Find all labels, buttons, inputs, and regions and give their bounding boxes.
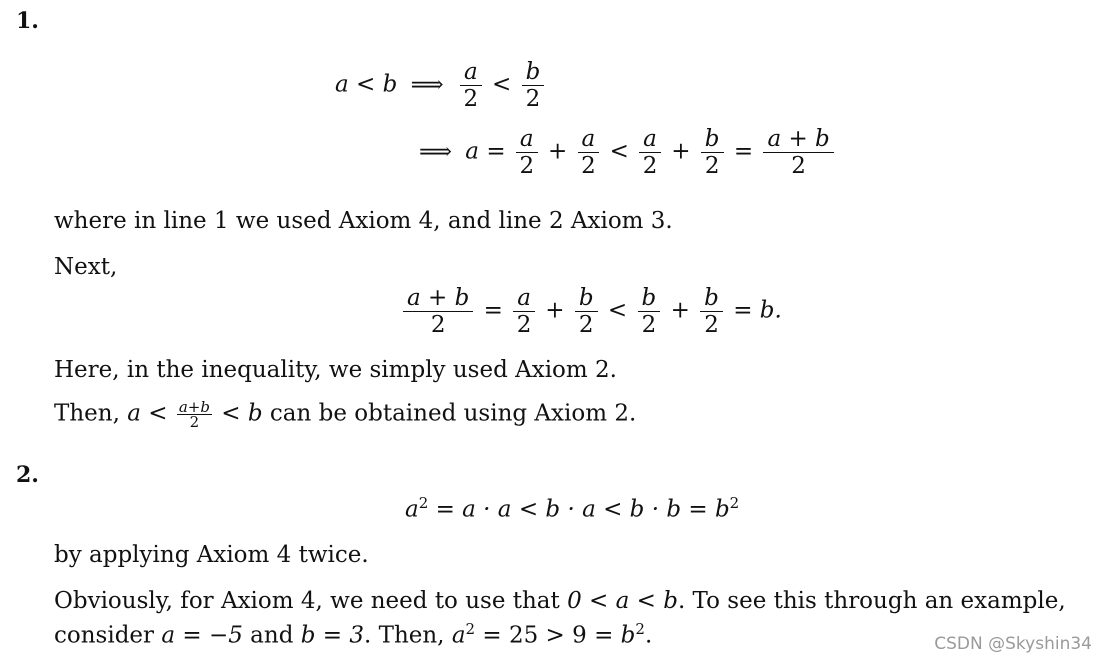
eq3-eq-2: =: [733, 297, 760, 324]
consider-and: and: [242, 622, 301, 649]
here-text: Here, in the inequality, we simply used Axiom 2.: [54, 357, 617, 383]
consider-end: .: [644, 622, 653, 649]
eq1-lt: <: [491, 71, 512, 98]
eq4-a: a: [405, 496, 419, 523]
section-2-number: 2.: [16, 462, 39, 488]
eq1-frac-a: $\frac{a}{2}$: [460, 60, 482, 111]
eq2-implies: ⟹: [419, 138, 452, 165]
consider-a: a: [451, 622, 466, 649]
eq3-end: b.: [759, 297, 782, 324]
obviously-line: [54, 588, 1066, 614]
eq2-term-2: $\frac{a}{2}$: [578, 127, 600, 178]
eq4-sq-2: 2: [729, 494, 740, 512]
consider-line: [54, 620, 652, 649]
eq2-lt: <: [609, 138, 629, 165]
consider-b: b: [620, 622, 636, 649]
eq3-term-1: $\frac{a + b}{2}$: [403, 286, 473, 337]
eq2-term-5: $\frac{a + b}{2}$: [763, 127, 833, 178]
next-text: Next,: [54, 254, 118, 280]
eq3-plus-1: +: [545, 297, 565, 324]
then-pre: Then,: [54, 400, 128, 427]
eq4-body: = a · a < b · a < b · b = b: [435, 496, 730, 523]
consider-b-value: b = 3: [300, 622, 364, 649]
then-b: b: [247, 400, 263, 427]
eq3-term-3: $\frac{b}{2}$: [575, 286, 598, 337]
eq2-term-4: $\frac{b}{2}$: [701, 127, 724, 178]
consider-sq-1: 2: [465, 620, 476, 638]
eq2-term-1: $\frac{a}{2}$: [516, 127, 538, 178]
eq3-eq: =: [483, 297, 503, 324]
eq1-lhs: a < b: [335, 71, 398, 98]
eq2-eq-2: =: [733, 138, 754, 165]
eq3-lt: <: [607, 297, 628, 324]
watermark: CSDN @Skyshin34: [934, 634, 1092, 654]
then-post: can be obtained using Axiom 2.: [262, 400, 637, 427]
then-lt-2: <: [221, 400, 241, 427]
consider-sq-2: 2: [635, 620, 645, 638]
eq4-sq-1: 2: [418, 494, 429, 512]
eq2-term-3: $\frac{a}{2}$: [639, 127, 661, 178]
consider-a-value: a = −5: [161, 622, 243, 649]
then-line: [54, 400, 636, 429]
eq1-implies: ⟹: [410, 71, 444, 98]
eq3-plus-2: +: [670, 297, 690, 324]
consider-pre: consider: [54, 622, 162, 649]
equation-line-2: [413, 127, 837, 178]
eq3-term-2: $\frac{a}{2}$: [513, 286, 535, 337]
consider-mid: = 25 > 9 =: [475, 622, 621, 649]
eq2-a: a: [465, 138, 480, 165]
then-lt-1: <: [148, 400, 168, 427]
then-a: a: [127, 400, 141, 427]
where-text: where in line 1 we used Axiom 4, and line 2 Axiom 3.: [54, 208, 673, 234]
eq2-plus-2: +: [671, 138, 691, 165]
section-1-number: 1.: [16, 8, 39, 34]
eq3-term-4: $\frac{b}{2}$: [638, 286, 661, 337]
obviously-pre: Obviously, for Axiom 4, we need to use that: [54, 588, 568, 614]
obviously-post: . To see this through an example,: [677, 588, 1066, 614]
consider-then: . Then,: [363, 622, 452, 649]
then-frac: $\frac{a+b}{2}$: [178, 398, 210, 431]
equation-line-1: [335, 60, 547, 111]
equation-line-3: [400, 286, 782, 337]
obviously-ineq: 0 < a < b: [567, 588, 678, 614]
applying-text: by applying Axiom 4 twice.: [54, 542, 369, 568]
eq1-frac-b: $\frac{b}{2}$: [522, 60, 545, 111]
eq2-plus-1: +: [547, 138, 568, 165]
eq3-term-5: $\frac{b}{2}$: [700, 286, 723, 337]
equation-line-4: [405, 494, 739, 523]
eq2-eq: =: [486, 138, 506, 165]
